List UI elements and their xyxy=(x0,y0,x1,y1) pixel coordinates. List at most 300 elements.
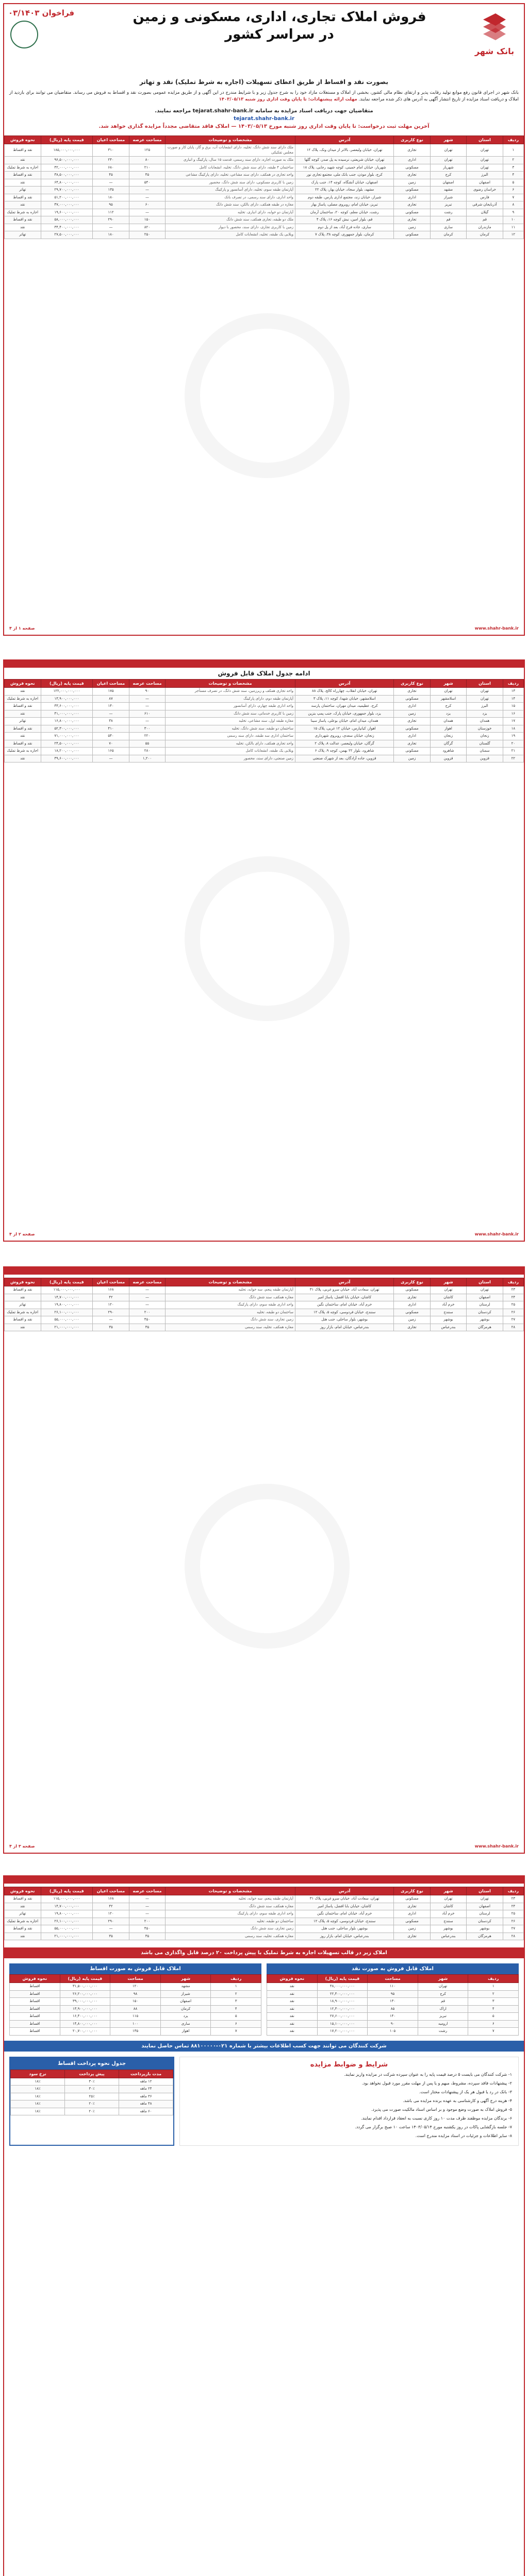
column-header: مدت بازپرداخت xyxy=(119,2070,173,2078)
column-header: شهر xyxy=(430,680,466,688)
table-cell: ۵۵ xyxy=(129,740,165,748)
table-cell: تهران xyxy=(467,695,503,703)
table-cell: تهران، خیابان ولیعصر، بالاتر از میدان ونک، پلاک ۱۲ xyxy=(295,144,393,157)
table-cell: اسلامشهر، خیابان شهدا، کوچه ۱۱، پلاک ۳ xyxy=(295,695,393,703)
table-cell: اهواز xyxy=(430,725,466,733)
table-cell: ۱۰۵ xyxy=(368,2028,418,2036)
table-cell: اقساط xyxy=(10,2020,60,2028)
table-cell: ۳۵ xyxy=(93,1324,129,1331)
table-row xyxy=(5,172,524,179)
column-header: استان xyxy=(467,1278,503,1286)
table-row xyxy=(5,1910,524,1918)
table-cell: تهران xyxy=(430,144,466,157)
table-row xyxy=(5,718,524,725)
table-cell: ۲۱,۰۰۰,۰۰۰,۰۰۰ xyxy=(41,1324,93,1331)
table-cell: گیلان xyxy=(467,209,503,216)
table-cell: ۲۷ xyxy=(503,1316,523,1324)
footer-site[interactable]: www.shahr-bank.ir xyxy=(474,626,519,631)
table-cell: اقساط xyxy=(10,2028,60,2036)
table-cell: ۹۵ xyxy=(368,1990,418,1998)
table-cell: ۳۵ xyxy=(129,1324,165,1331)
column-header: پیش پرداخت xyxy=(65,2070,119,2078)
table-cell: ۶ xyxy=(211,2020,261,2028)
bottom-row xyxy=(4,2052,524,2151)
table-row xyxy=(5,209,524,216)
table-cell: آپارتمان طبقه سوم، تخلیه، دارای آسانسور و پارکینگ xyxy=(166,187,295,194)
table-cell: آپارتمان دو خوابه، دارای انباری، تخلیه xyxy=(166,209,295,216)
table-row xyxy=(267,2028,519,2036)
table-cell: ویلایی یک طبقه، انشعابات کامل xyxy=(166,748,295,755)
table-cell: ۸۷ xyxy=(93,695,129,703)
table-cell: نقد و اقساط xyxy=(5,740,41,748)
table-row xyxy=(5,187,524,194)
table-cell: ارومیه xyxy=(418,2020,468,2028)
table-row xyxy=(5,1925,524,1933)
table-cell: تهاتر xyxy=(5,1910,41,1918)
table-cell: ۵۵,۰۰۰,۰۰۰,۰۰۰ xyxy=(41,1925,93,1933)
table-cell: اجاره به شرط تملیک xyxy=(5,695,41,703)
table-cell: — xyxy=(129,703,165,710)
table-cell: زمین xyxy=(394,710,430,718)
table-cell: ۷ xyxy=(211,2028,261,2036)
table-cell: تجاری xyxy=(394,216,430,224)
column-header: مساحت اعیان xyxy=(93,680,129,688)
table-cell: اداری xyxy=(394,733,430,740)
column-header: نوع کاربری xyxy=(394,680,430,688)
table-cell: ۲۹۰ xyxy=(93,216,129,224)
table-header-row xyxy=(5,1278,524,1286)
table-row xyxy=(5,224,524,231)
table-cell: ۶ xyxy=(468,2020,519,2028)
table-cell: نقد xyxy=(5,733,41,740)
table-row xyxy=(5,1294,524,1301)
terms-item: ۲- پیشنهادات فاقد سپرده، مشروط، مبهم و یا پس از مهلت مقرر مورد قبول نخواهد بود. xyxy=(361,2080,512,2086)
column-header: مساحت عرصه xyxy=(129,680,165,688)
table-cell: مسکونی xyxy=(394,209,430,216)
table-cell: ۱۸٪ xyxy=(11,2108,65,2115)
table-cell: هرمزگان xyxy=(467,1324,503,1331)
terms-item: ۶- برندگان مزایده موظفند ظرف مدت ۱۰ روز کاری نسبت به انعقاد قرارداد اقدام نمایند. xyxy=(361,2115,512,2121)
table-cell: رشت xyxy=(418,2028,468,2036)
table-row xyxy=(5,725,524,733)
table-row xyxy=(5,179,524,187)
table-cell: مسکونی xyxy=(394,164,430,172)
table-cell: ۹ xyxy=(503,209,523,216)
table-cell: خراسان رضوی xyxy=(467,187,503,194)
table-cell: — xyxy=(129,1286,165,1294)
table-cell: زمین xyxy=(394,179,430,187)
table-cell: اداری xyxy=(394,157,430,164)
table-cell: ۱۴,۸۰۰,۰۰۰,۰۰۰ xyxy=(60,2020,110,2028)
top-band xyxy=(4,660,524,668)
table-cell: مشهد xyxy=(160,1983,211,1991)
table-cell: اجاره به شرط تملیک xyxy=(5,164,41,172)
table-cell: نقد xyxy=(5,157,41,164)
table-cell: ۳ xyxy=(211,1998,261,2006)
table-cell: ۳۰۰ xyxy=(129,725,165,733)
table-cell: نقد xyxy=(5,755,41,762)
table-cell: کرج، عظیمیه، میدان مهران، ساختمان پارسه xyxy=(295,703,393,710)
column-header: قیمت پایه (ریال) xyxy=(317,1975,368,1983)
table-cell: سنندج، خیابان فردوسی، کوچه ۵، پلاک ۱۲ xyxy=(295,1918,393,1925)
table-cell: — xyxy=(93,179,129,187)
column-header: نحوه فروش xyxy=(10,1975,60,1983)
table-cell: نقد xyxy=(267,1998,318,2006)
table-cell: واحد اداری طبقه چهارم، دارای آسانسور xyxy=(166,703,295,710)
table-cell: ۳۹,۶۰۰,۰۰۰,۰۰۰ xyxy=(41,755,93,762)
table-cell: ۲۱۰ xyxy=(129,164,165,172)
table-cell: بندرعباس، خیابان امام، بازار روز xyxy=(295,1933,393,1940)
table-cell: بوشهر، بلوار ساحلی، جنب هتل xyxy=(295,1316,393,1324)
table-cell: ۴۵۰ xyxy=(129,1316,165,1324)
table-cell: قزوین xyxy=(467,755,503,762)
column-header: نحوه فروش xyxy=(5,1887,41,1895)
table-cell: سنندج، خیابان فردوسی، کوچه ۵، پلاک ۱۲ xyxy=(295,1309,393,1316)
column-header: مساحت عرصه xyxy=(129,1278,165,1286)
table-header-row xyxy=(11,2070,173,2078)
table-cell: — xyxy=(93,224,129,231)
column-header: آدرس xyxy=(295,1278,393,1286)
table-header-row xyxy=(5,136,524,144)
table-cell: ۲۲ xyxy=(503,755,523,762)
table-cell: ۴ xyxy=(503,172,523,179)
table-cell: ۱۸٪ xyxy=(11,2086,65,2093)
table-cell: ۱۱۲ xyxy=(93,209,129,216)
table-cell: ۲۸ xyxy=(503,1933,523,1940)
table-row xyxy=(5,1903,524,1910)
table-cell: ۷ xyxy=(468,2028,519,2036)
table-cell: تجاری xyxy=(394,1324,430,1331)
table-cell: ۹۰ xyxy=(129,688,165,696)
table-cell: اقساط xyxy=(10,1998,60,2006)
column-header: مساحت xyxy=(110,1975,161,1983)
subtitle: بصورت نقد و اقساط از طریق اعطای تسهیلات (اجاره به شرط تملیک) نقد و تهاتر xyxy=(139,78,389,86)
table-cell: شهریار xyxy=(430,164,466,172)
table-cell: ۷۱,۰۰۰,۰۰۰,۰۰۰ xyxy=(41,733,93,740)
table-row xyxy=(5,231,524,239)
table-cell: نقد xyxy=(5,688,41,696)
table-cell: ۲۵ xyxy=(503,1301,523,1309)
table-cell: کرمان xyxy=(160,2005,211,2013)
table-cell: ۲۰٪ xyxy=(65,2108,119,2115)
table-cell: ۲ xyxy=(211,1990,261,1998)
table-row xyxy=(11,2078,173,2086)
table-cell: مسکونی xyxy=(394,187,430,194)
column-header: نحوه فروش xyxy=(267,1975,318,1983)
table-cell: زمین xyxy=(394,1316,430,1324)
table-cell: ساختمان دو طبقه، سند شش دانگ، تخلیه xyxy=(166,725,295,733)
column-header: قیمت پایه (ریال) xyxy=(41,136,93,144)
mini-table-cash-title: املاک قابل فروش به صورت نقد xyxy=(267,1963,519,1974)
table-cell: ۸۲۰ xyxy=(129,224,165,231)
table-cell: فارس xyxy=(467,194,503,201)
installment-box-title: جدول نحوه پرداخت اقساط xyxy=(10,2058,173,2070)
page-title xyxy=(97,8,462,43)
table-cell: ملک دارای سند شش دانگ، تخلیه، دارای انشعابات آب، برق و گاز، پایان کار و صورت مجلس تفکیکی xyxy=(166,144,295,157)
table-cell: نقد و اقساط xyxy=(5,1895,41,1903)
table-cell: ۴۱,۰۰۰,۰۰۰,۰۰۰ xyxy=(41,710,93,718)
table-cell: تهران xyxy=(467,1286,503,1294)
table-cell: ۱۲ ماهه xyxy=(119,2078,173,2086)
table-header-row xyxy=(10,1975,261,1983)
table-cell: ۱۶,۸۰۰,۰۰۰,۰۰۰ xyxy=(41,718,93,725)
table-cell: ۱۹,۸۰۰,۰۰۰,۰۰۰ xyxy=(41,1301,93,1309)
table-cell: نقد xyxy=(267,2028,318,2036)
table-cell: اجاره به شرط تملیک xyxy=(5,209,41,216)
table-cell: ۴ xyxy=(211,2005,261,2013)
table-cell: ملک به صورت اجاره، دارای سند رسمی، قدمت ۱۵ سال، پارکینگ و انباری xyxy=(166,157,295,164)
table-cell: ۸۵ xyxy=(368,2005,418,2013)
table-cell: زنجان، خیابان سعدی، روبروی شهرداری xyxy=(295,733,393,740)
table-cell: ۲۶ xyxy=(503,1309,523,1316)
watermark xyxy=(185,1484,350,1649)
column-header: شهر xyxy=(430,136,466,144)
table-cell: — xyxy=(129,1301,165,1309)
table-cell: ساختمان دو طبقه، تخلیه xyxy=(166,1309,295,1316)
table-cell: تجاری xyxy=(394,1294,430,1301)
table-row xyxy=(267,1983,519,1991)
table-cell: نقد xyxy=(5,1903,41,1910)
table-cell: کرج xyxy=(430,172,466,179)
footer-site[interactable]: www.shahr-bank.ir xyxy=(474,1844,519,1849)
table-row xyxy=(11,2093,173,2100)
table-cell: واحد اداری، دارای سند رسمی، در تصرف بانک xyxy=(166,194,295,201)
table-cell: مسکونی xyxy=(394,748,430,755)
table-cell: ملک دو طبقه، تجاری همکف، سند شش دانگ xyxy=(166,216,295,224)
table-cell: ۹۶,۵۰۰,۰۰۰,۰۰۰ xyxy=(41,157,93,164)
table-cell: ۱ xyxy=(211,1983,261,1991)
table-cell: ۲۲۰ xyxy=(129,733,165,740)
table-cell: ۱۸٪ xyxy=(11,2093,65,2100)
table-cell: بوشهر، بلوار ساحلی، جنب هتل xyxy=(295,1925,393,1933)
terms-item: ۴- هزینه درج آگهی و کارشناسی به عهده برنده مزایده می باشد. xyxy=(403,2098,512,2103)
mini-table-installment-grid xyxy=(9,1974,261,2036)
column-header: مساحت عرصه xyxy=(129,1887,165,1895)
table-cell: ۱۲۲,۰۰۰,۰۰۰,۰۰۰ xyxy=(41,688,93,696)
property-table-3 xyxy=(4,1278,524,1331)
table-cell: ۲۹,۷۰۰,۰۰۰,۰۰۰ xyxy=(41,187,93,194)
table-cell: نقد و اقساط xyxy=(5,172,41,179)
table-cell: — xyxy=(129,194,165,201)
table-cell: سمنان xyxy=(467,748,503,755)
table-cell: ۳ xyxy=(503,164,523,172)
column-header: آدرس xyxy=(295,680,393,688)
table-cell: اصفهان xyxy=(467,1903,503,1910)
table-cell: مسکونی xyxy=(394,1309,430,1316)
page-footer xyxy=(4,624,524,633)
table-cell: کرج، بلوار موذن، جنب بانک ملی، مجتمع تجاری نور xyxy=(295,172,393,179)
column-header: مساحت اعیان xyxy=(93,1278,129,1286)
table-cell: — xyxy=(93,1925,129,1933)
table-cell: ۶۸۰ xyxy=(93,164,129,172)
table-cell: کرمان، بلوار جمهوری، کوچه ۳۸، پلاک ۷ xyxy=(295,231,393,239)
table-cell: ۲۹۰ xyxy=(93,1918,129,1925)
table-cell: ۲۴ ماهه xyxy=(119,2086,173,2093)
mini-table-cash xyxy=(267,1963,519,2036)
table-cell: ۵ xyxy=(503,179,523,187)
table-cell: همدان xyxy=(467,718,503,725)
table-row xyxy=(5,740,524,748)
table-cell: اصفهان xyxy=(467,179,503,187)
column-header: ردیف xyxy=(503,1278,523,1286)
table-cell: تجاری xyxy=(394,740,430,748)
notice-line-1: متقاضیان جهت دریافت اسناد مزایده به سامانه tejarat.shahr-bank.ir مراجعه نمایند. xyxy=(155,108,373,114)
column-header: مشخصات و توضیحات xyxy=(166,136,295,144)
table-cell: تهران، سعادت آباد، خیابان سرو غربی، پلاک ۳۱ xyxy=(295,1895,393,1903)
table-cell: لرستان xyxy=(467,1910,503,1918)
table-cell: کرمان xyxy=(430,231,466,239)
column-header: نحوه فروش xyxy=(5,680,41,688)
table-row xyxy=(11,2108,173,2115)
table-cell: نقد و اقساط xyxy=(5,144,41,157)
table-cell: تهران xyxy=(430,1286,466,1294)
table-cell: ۳۸ xyxy=(93,718,129,725)
column-header: نحوه فروش xyxy=(5,1278,41,1286)
table-row xyxy=(5,164,524,172)
column-header: مساحت xyxy=(368,1975,418,1983)
table-cell: ۲۵۰ xyxy=(129,231,165,239)
table-cell: ۱۳,۹۰۰,۰۰۰,۰۰۰ xyxy=(41,695,93,703)
table-cell: ۳۱,۵۰۰,۰۰۰,۰۰۰ xyxy=(60,1983,110,1991)
table-cell: شاهرود، بلوار ۲۲ بهمن، کوچه ۹، پلاک ۶ xyxy=(295,748,393,755)
bank-logo xyxy=(471,10,518,67)
notice-link[interactable]: tejarat.shahr-bank.ir xyxy=(234,116,294,122)
table-cell: مشهد xyxy=(430,187,466,194)
page-footer xyxy=(4,1842,524,1851)
table-cell: ۵۴۰ xyxy=(129,179,165,187)
table-cell: تبریز xyxy=(430,201,466,209)
table-row xyxy=(5,1895,524,1903)
table-cell: ۲۷,۶۰۰,۰۰۰,۰۰۰ xyxy=(317,2013,368,2021)
table-cell: ساختمان دو طبقه، تخلیه xyxy=(166,1918,295,1925)
table-cell: تهران xyxy=(430,1895,466,1903)
table-cell: بندرعباس xyxy=(430,1324,466,1331)
table-row xyxy=(10,2013,261,2021)
table-cell: ۱۷۵ xyxy=(93,688,129,696)
table-cell: ۳۰٪ xyxy=(65,2078,119,2086)
table-cell: زنجان xyxy=(430,733,466,740)
table-cell: نقد و اقساط xyxy=(5,216,41,224)
table-cell: ۱۳۰ xyxy=(368,1998,418,2006)
table-cell: بوشهر xyxy=(467,1316,503,1324)
table-cell: ۱۲۵ xyxy=(129,144,165,157)
table-cell: خرم آباد xyxy=(430,1910,466,1918)
table-cell: ۱۶۸ xyxy=(93,1895,129,1903)
table-cell: رشت، خیابان معلم، کوچه ۲۰، ساختمان آرمان xyxy=(295,209,393,216)
table-row xyxy=(5,144,524,157)
footer-site[interactable]: www.shahr-bank.ir xyxy=(474,1232,519,1236)
table-cell: زمین تجاری، سند شش دانگ xyxy=(166,1925,295,1933)
table-cell: کاشان xyxy=(430,1294,466,1301)
property-table-4 xyxy=(4,1887,524,1940)
table-cell: زمین xyxy=(394,1925,430,1933)
table-cell: ۲۰ xyxy=(503,740,523,748)
table-cell: ۵ xyxy=(468,2013,519,2021)
table-cell: ۵۱,۲۰۰,۰۰۰,۰۰۰ xyxy=(41,194,93,201)
table-cell: واحد اداری طبقه سوم، دارای پارکینگ xyxy=(166,1910,295,1918)
table-cell: ۶۱۰ xyxy=(129,710,165,718)
table-cell: واحد تجاری در همکف، دارای سند مشاعی، تخلیه، دارای پارکینگ مشاعی xyxy=(166,172,295,179)
contact-banner: شرکت کنندگان می توانند جهت کسب اطلاعات بیشتر با شماره ۰۲۱-۸۸۱۰۰۰۰۰ تماس حاصل نمایند xyxy=(4,2041,524,2052)
table-cell: ۱۴,۷۰۰,۰۰۰,۰۰۰ xyxy=(41,1294,93,1301)
page-4 xyxy=(3,1875,525,2576)
table-cell: شهریار، خیابان امام خمینی، کوچه شهید رجایی، پلاک ۱۸ xyxy=(295,164,393,172)
table-cell: قم xyxy=(430,216,466,224)
table-cell: — xyxy=(129,695,165,703)
table-row xyxy=(5,1324,524,1331)
table-cell: تبریز، خیابان امام، روبروی مصلی، پاساژ بهار xyxy=(295,201,393,209)
table-cell: ۶۴,۸۰۰,۰۰۰,۰۰۰ xyxy=(41,179,93,187)
table-cell: ۱۶۵ xyxy=(93,748,129,755)
table-cell: ۱۸٪ xyxy=(11,2078,65,2086)
page-2 xyxy=(3,659,525,1242)
table-cell: — xyxy=(93,710,129,718)
table-cell: اداری xyxy=(394,1910,430,1918)
intro-paragraph xyxy=(4,88,524,105)
table-row xyxy=(5,695,524,703)
table-cell: ۲۵ xyxy=(503,1910,523,1918)
table-cell: ۵۵,۰۰۰,۰۰۰,۰۰۰ xyxy=(41,1316,93,1324)
title-line-1: فروش املاک تجاری، اداری، مسکونی و زمین xyxy=(133,9,426,25)
table-cell: — xyxy=(129,718,165,725)
table-cell: اداری xyxy=(394,194,430,201)
emblem-icon xyxy=(10,21,38,48)
table-cell: زمین صنعتی، دارای سند، محصور xyxy=(166,755,295,762)
table-cell: ساری، جاده فرح آباد، بعد از پل دوم xyxy=(295,224,393,231)
table-row xyxy=(10,2005,261,2013)
table-cell: ۸۰ xyxy=(129,157,165,164)
table-cell: گرگان xyxy=(430,740,466,748)
table-cell: کاشان xyxy=(430,1903,466,1910)
table-cell: نقد و اقساط xyxy=(5,194,41,201)
column-header: شهر xyxy=(430,1887,466,1895)
table-cell: بوشهر xyxy=(467,1925,503,1933)
table-cell: — xyxy=(129,1895,165,1903)
table-cell: ۵ xyxy=(211,2013,261,2021)
table-cell: نقد و اقساط xyxy=(5,1316,41,1324)
table-cell: نقد و اقساط xyxy=(5,1925,41,1933)
table-cell: نقد xyxy=(5,710,41,718)
column-header: قیمت پایه (ریال) xyxy=(60,1975,110,1983)
table-cell: ۱۷ xyxy=(503,718,523,725)
table-cell: زمین با کاربری خدماتی، سند شش دانگ xyxy=(166,710,295,718)
table-cell: مازندران xyxy=(467,224,503,231)
table-cell: نقد xyxy=(5,1324,41,1331)
table-cell: ۵۴۰ xyxy=(93,733,129,740)
column-header: نوع کاربری xyxy=(394,136,430,144)
terms-title: شرایط و ضوابط مزایده xyxy=(310,2060,388,2069)
table-cell: واحد اداری طبقه سوم، دارای پارکینگ xyxy=(166,1301,295,1309)
column-header: آدرس xyxy=(295,136,393,144)
table-cell: ۲۹۰ xyxy=(93,1309,129,1316)
table-cell: ۴۱۰ xyxy=(93,725,129,733)
table-cell: زمین با کاربری تجاری، دارای سند، محصور با دیوار xyxy=(166,224,295,231)
table-cell: یزد xyxy=(467,710,503,718)
page-1 xyxy=(3,3,525,636)
table-cell: همدان، میدان امام، خیابان بوعلی، پاساژ سینا xyxy=(295,718,393,725)
table-row xyxy=(5,755,524,762)
table-cell: — xyxy=(93,1316,129,1324)
table-cell: مسکونی xyxy=(394,725,430,733)
table-cell: مغازه همکف، تخلیه، سند رسمی xyxy=(166,1324,295,1331)
table-row xyxy=(5,748,524,755)
terms-box xyxy=(179,2057,519,2146)
table-cell: اصفهان، خیابان آتشگاه، کوچه ۱۴، جنب پارک xyxy=(295,179,393,187)
table-cell: تجاری xyxy=(394,172,430,179)
table-cell: آپارتمان طبقه دوم، دارای پارکینگ xyxy=(166,695,295,703)
table-cell: ۳۱۰ xyxy=(93,144,129,157)
table-cell: ۳۴,۴۰۰,۰۰۰,۰۰۰ xyxy=(41,224,93,231)
